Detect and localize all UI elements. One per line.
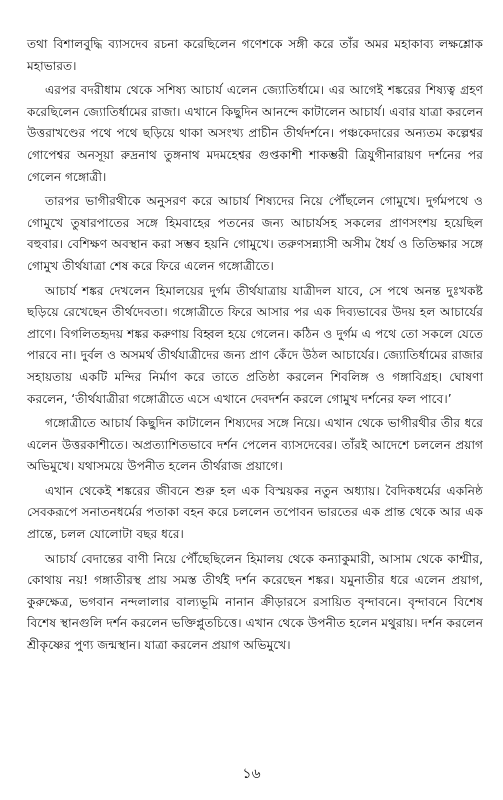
paragraph-1: তথা বিশালবুদ্ধি ব্যাসদেব রচনা করেছিলেন গণেশকে সঙ্গী করে তাঁর অমর মহাকাব্য লক্ষশ্লোক মহাভারত।	[27, 37, 483, 73]
paragraph-7: আচার্য বেদান্তের বাণী নিয়ে পৌঁছেছিলেন হিমালয় থেকে কন্যাকুমারী, আসাম থেকে কাশ্মীর, কোথায় নয়! গঙ্গাতীরস্থ প্রায় সমস্ত তীর্থই দর্শন করেছেন শঙ্কর। যমুনাতীর ধরে এলেন প্রয়াগ, কুরুক্ষেত্র, ভগবান নন্দলালার বাল্যভূমি নানান ক্রীড়ারসে রসায়িত বৃন্দাবনে। বৃন্দাবনে বিশেষ বিশেষ স্থানগুলি দর্শন করলেন ভক্তিপ্লুতচিত্তে। এখান থেকে উপনীত হলেন মথুরায়। দর্শন করলেন শ্রীকৃষ্ণের পুণ্য জন্মস্থান। যাত্রা করলেন প্রয়াগ অভিমুখে।	[27, 551, 483, 653]
paragraph-5: গঙ্গোত্রীতে আচার্য কিছুদিন কাটালেন শিষ্যদের সঙ্গে নিয়ে। এখান থেকে ভাগীরথীর তীর ধরে এলেন উত্তরকাশীতে। অপ্রত্যাশিতভাবে দর্শন পেলেন ব্যাসদেবের। তাঁরই আদেশে চললেন প্রয়াগ অভিমুখে। যথাসময়ে উপনীত হলেন তীর্থরাজ প্রয়াগে।	[27, 416, 483, 474]
page-number: ১৬	[242, 766, 261, 782]
paragraph-3: তারপর ভাগীরথীকে অনুসরণ করে আচার্য শিষ্যদের নিয়ে পৌঁছলেন গোমুখে। দুর্গমপথে ও গোমুখে তুষারপাতের সঙ্গে হিমবাহের পতনের জন্য আচার্যসহ সকলের প্রাণসংশয় হয়েছিল বহুবার। বেশিক্ষণ অবস্থান করা সম্ভব হয়নি গোমুখে। তরুণসন্ন্যাসী অসীম ধৈর্য ও তিতিক্ষার সঙ্গে গোমুখ তীর্থযাত্রা শেষ করে ফিরে এলেন গঙ্গোত্রীতে।	[27, 194, 483, 273]
paragraph-6: এখান থেকেই শঙ্করের জীবনে শুরু হল এক বিস্ময়কর নতুন অধ্যায়। বৈদিকধর্মের একনিষ্ঠ সেবকরূপে সনাতনধর্মের পতাকা বহন করে চললেন তপোবন ভারতের এক প্রান্ত থেকে আর এক প্রান্তে, চলল যোলোটা বছর ধরে।	[27, 483, 483, 542]
body-text	[27, 34, 483, 657]
paragraph-2: এরপর বদরীধাম থেকে সশিষ্য আচার্য এলেন জ্যোতির্ধামে। এর আগেই শঙ্করের শিষ্যত্ব গ্রহণ করেছিলেন জ্যোতির্ধামের রাজা। এখানে কিছুদিন আনন্দে কাটালেন আচার্য। এবার যাত্রা করলেন উত্তরাখণ্ডের পথে পথে ছড়িয়ে থাকা অসংখ্য প্রাচীন তীর্থদর্শনে। পঞ্চকেদারের অন্যতম কল্পেশ্বর গোপেশ্বর অনসূয়া রুদ্রনাথ তুঙ্গনাথ মদমহেশ্বর গুপ্তকাশী শাকম্ভরী ত্রিযুগীনারায়ণ দর্শনের পর গেলেন গঙ্গোত্রী।	[27, 83, 483, 184]
paragraph-4: আচার্য শঙ্কর দেখলেন হিমালয়ের দুর্গম তীর্থযাত্রায় যাত্রীদল যাবে, সে পথে অনন্ত দুঃখকষ্ট ছড়িয়ে রেখেছেন তীর্থদেবতা। গঙ্গোত্রীতে ফিরে আসার পর এক দিব্যভাবের উদয় হল আচার্যের প্রাণে। বিগলিতহৃদয় শঙ্কর করুণায় বিহ্বল হয়ে গেলেন। কঠিন ও দুর্গম এ পথে তো সকলে যেতে পারবে না। দুর্বল ও অসমর্থ তীর্থযাত্রীদের জন্য প্রাণ কেঁদে উঠল আচার্যের। জ্যোতির্ধামের রাজার সহায়তায় একটি মন্দির নির্মাণ করে তাতে প্রতিষ্ঠা করলেন শিবলিঙ্গ ও গঙ্গাবিগ্রহ। ঘোষণা করলেন, ‘তীর্থযাত্রীরা গঙ্গোত্রীতে এসে এখানে দেবদর্শন করলে গোমুখ দর্শনের ফল পাবে।’	[27, 283, 483, 406]
